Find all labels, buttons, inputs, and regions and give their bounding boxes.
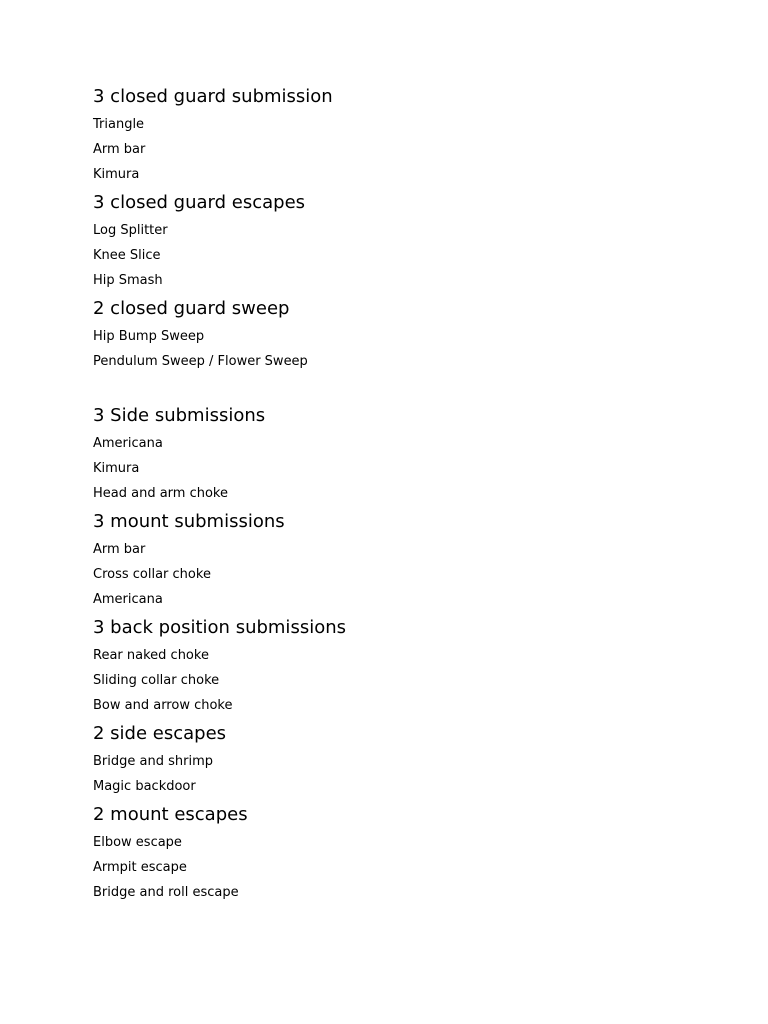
list-item: Triangle xyxy=(93,117,145,132)
list-item: Hip Bump Sweep xyxy=(93,329,205,344)
list-item: Bridge and shrimp xyxy=(93,754,213,769)
list-item: Arm bar xyxy=(93,142,146,157)
list-item: Log Splitter xyxy=(93,223,168,238)
list-item: Cross collar choke xyxy=(93,567,211,582)
section-heading: 3 Side submissions xyxy=(93,405,266,426)
section-heading: 2 closed guard sweep xyxy=(93,298,290,319)
list-item: Elbow escape xyxy=(93,835,182,850)
section-heading: 2 mount escapes xyxy=(93,804,248,825)
section-heading: 3 mount submissions xyxy=(93,511,285,532)
list-item: Kimura xyxy=(93,461,140,476)
list-item: Head and arm choke xyxy=(93,486,228,501)
list-item: Kimura xyxy=(93,167,140,182)
list-item: Pendulum Sweep / Flower Sweep xyxy=(93,354,308,369)
section-heading: 3 back position submissions xyxy=(93,617,346,638)
list-item: Bow and arrow choke xyxy=(93,698,233,713)
list-item: Americana xyxy=(93,436,163,451)
list-item: Knee Slice xyxy=(93,248,161,263)
list-item: Hip Smash xyxy=(93,273,163,288)
section-heading: 3 closed guard escapes xyxy=(93,192,306,213)
section-heading: 3 closed guard submission xyxy=(93,86,333,107)
list-item: Magic backdoor xyxy=(93,779,196,794)
list-item: Americana xyxy=(93,592,163,607)
list-item: Bridge and roll escape xyxy=(93,885,239,900)
list-item: Rear naked choke xyxy=(93,648,209,663)
list-item: Sliding collar choke xyxy=(93,673,220,688)
section-heading: 2 side escapes xyxy=(93,723,227,744)
list-item: Arm bar xyxy=(93,542,146,557)
list-item: Armpit escape xyxy=(93,860,187,875)
